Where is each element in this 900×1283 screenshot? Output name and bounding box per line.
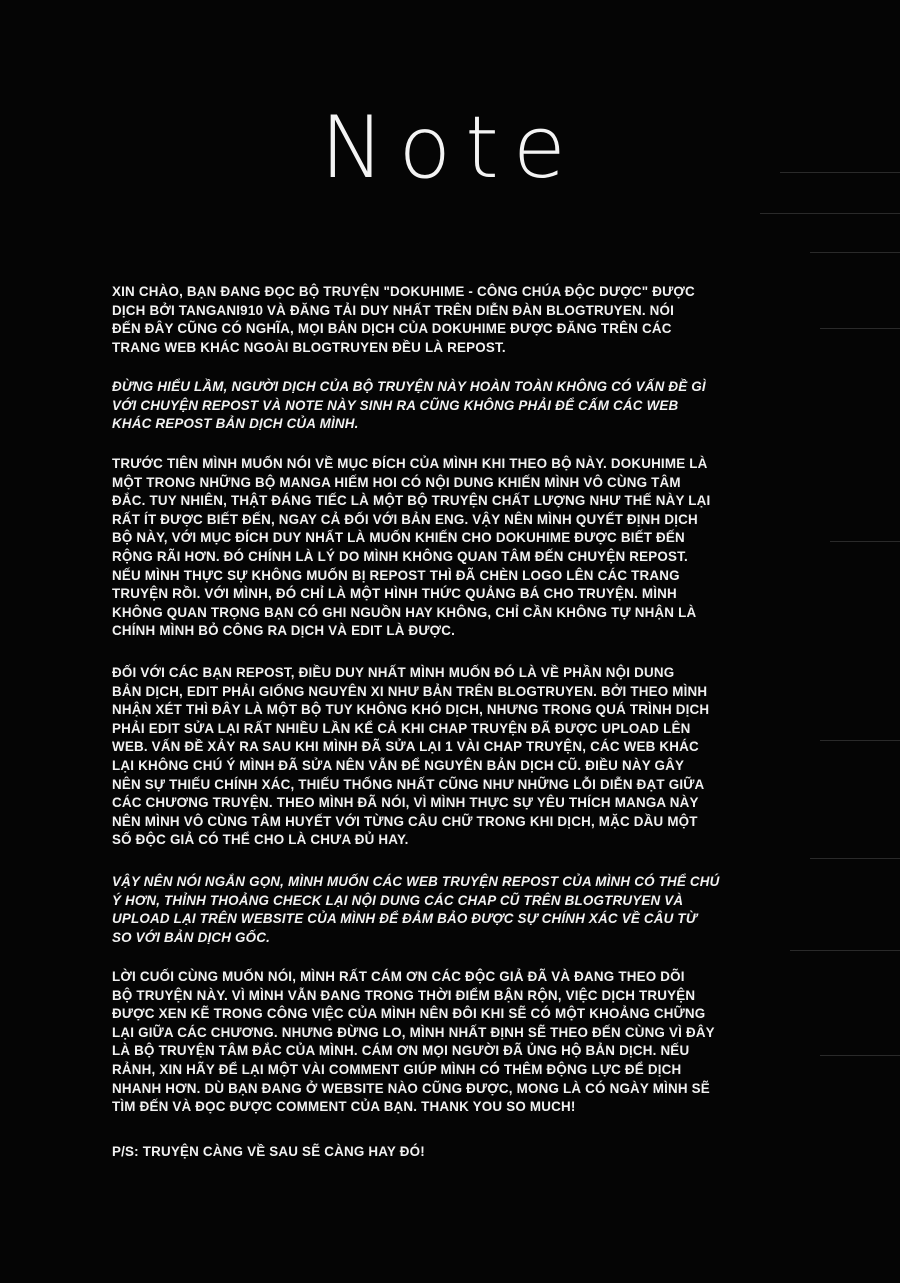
text-line: ĐẾN ĐÂY CŨNG CÓ NGHĨA, MỌI BẢN DỊCH CỦA DOKUHIME ĐƯỢC ĐĂNG TRÊN CÁC (112, 321, 672, 337)
text-line: VỚI CHUYỆN REPOST VÀ NOTE NÀY SINH RA CŨNG KHÔNG PHẢI ĐỂ CẤM CÁC WEB (112, 397, 679, 413)
divider (830, 541, 900, 542)
paragraph-purpose (112, 455, 812, 641)
text-line: BẢN DỊCH, EDIT PHẢI GIỐNG NGUYÊN XI NHƯ BẢN TRÊN BLOGTRUYEN. BỞI THEO MÌNH (112, 683, 708, 699)
divider (790, 950, 900, 951)
text-line: ĐỪNG HIỂU LẦM, NGƯỜI DỊCH CỦA BỘ TRUYỆN NÀY HOÀN TOÀN KHÔNG CÓ VẤN ĐỀ GÌ (112, 379, 706, 394)
text-line: TRUYỆN RỒI. VỚI MÌNH, ĐÓ CHỈ LÀ MỘT HÌNH THỨC QUẢNG BÁ CHO TRUYỆN. MÌNH (112, 586, 677, 602)
text-line: WEB. VẤN ĐỀ XẢY RA SAU KHI MÌNH ĐÃ SỬA LẠI 1 VÀI CHAP TRUYỆN, CÁC WEB KHÁC (112, 739, 699, 755)
paragraph-summary (112, 873, 812, 947)
divider (820, 1055, 900, 1056)
text-line: TRANG WEB KHÁC NGOÀI BLOGTRUYEN ĐỀU LÀ REPOST. (112, 339, 506, 355)
text-line: RẤT ÍT ĐƯỢC BIẾT ĐẾN, NGAY CẢ ĐỐI VỚI BẢN ENG. VẬY NÊN MÌNH QUYẾT ĐỊNH DỊCH (112, 511, 698, 527)
paragraph-reposters (112, 664, 812, 850)
text-line: PHẢI EDIT SỬA LẠI RẤT NHIỀU LẦN KỂ CẢ KHI CHAP TRUYỆN ĐÃ ĐƯỢC UPLOAD LÊN (112, 720, 691, 736)
text-line: MỘT TRONG NHỮNG BỘ MANGA HIẾM HOI CÓ NỘI DUNG KHIẾN MÌNH VÔ CÙNG TÂM (112, 474, 681, 490)
text-line: XIN CHÀO, BẠN ĐANG ĐỌC BỘ TRUYỆN "DOKUHIME - CÔNG CHÚA ĐỘC DƯỢC" ĐƯỢC (112, 284, 695, 299)
text-line: TRƯỚC TIÊN MÌNH MUỐN NÓI VỀ MỤC ĐÍCH CỦA MÌNH KHI THEO BỘ NÀY. DOKUHIME LÀ (112, 456, 708, 471)
text-line: ĐẮC. TUY NHIÊN, THẬT ĐÁNG TIẾC LÀ MỘT BỘ TRUYỆN CHẤT LƯỢNG NHƯ THẾ NÀY LẠI (112, 493, 711, 509)
text-line: NHẬN XÉT THÌ ĐÂY LÀ MỘT BỘ TUY KHÔNG KHÓ DỊCH, NHƯNG TRONG QUÁ TRÌNH DỊCH (112, 702, 710, 718)
text-line: SỐ ĐỘC GIẢ CÓ THỂ CHO LÀ CHƯA ĐỦ HAY. (112, 832, 409, 848)
divider (820, 740, 900, 741)
text-line: TÌM ĐẾN VÀ ĐỌC ĐƯỢC COMMENT CỦA BẠN. THANK YOU SO MUCH! (112, 1099, 576, 1115)
paragraph-thanks (112, 968, 812, 1117)
text-line: RỘNG RÃI HƠN. ĐÓ CHÍNH LÀ LÝ DO MÌNH KHÔNG QUAN TÂM ĐẾN CHUYỆN REPOST. (112, 548, 688, 564)
divider (810, 252, 900, 253)
text-line: LẠI KHÔNG CHÚ Ý MÌNH ĐÃ SỬA NÊN VẪN ĐỂ NGUYÊN BẢN DỊCH CŨ. ĐIỀU NÀY GÂY (112, 757, 685, 773)
paragraph-misunderstanding (112, 378, 812, 434)
text-line: UPLOAD LẠI TRÊN WEBSITE CỦA MÌNH ĐỂ ĐẢM BẢO ĐƯỢC SỰ CHÍNH XÁC VỀ CÂU TỪ (112, 911, 697, 927)
text-line: NẾU MÌNH THỰC SỰ KHÔNG MUỐN BỊ REPOST THÌ ĐÃ CHÈN LOGO LÊN CÁC TRANG (112, 567, 680, 583)
text-line: LỜI CUỐI CÙNG MUỐN NÓI, MÌNH RẤT CÁM ƠN CÁC ĐỘC GIẢ ĐÃ VÀ ĐANG THEO DÕI (112, 969, 685, 984)
divider (820, 328, 900, 329)
text-line: Ý HƠN, THỈNH THOẢNG CHECK LẠI NỘI DUNG CÁC CHAP CŨ TRÊN BLOGTRUYEN VÀ (112, 892, 684, 908)
text-line: SO VỚI BẢN DỊCH GỐC. (112, 929, 271, 945)
divider (810, 858, 900, 859)
text-line: NÊN SỰ THIẾU CHÍNH XÁC, THIẾU THỐNG NHẤT CŨNG NHƯ NHỮNG LỖI DIỄN ĐẠT GIỮA (112, 776, 705, 792)
text-line: NHANH HƠN. DÙ BẠN ĐANG Ở WEBSITE NÀO CŨNG ĐƯỢC, MONG LÀ CÓ NGÀY MÌNH SẼ (112, 1080, 710, 1096)
text-line: KHÁC REPOST BẢN DỊCH CỦA MÌNH. (112, 416, 359, 432)
text-line: LẠI GIỮA CÁC CHƯƠNG. NHƯNG ĐỪNG LO, MÌNH NHẤT ĐỊNH SẼ THEO ĐẾN CÙNG VÌ ĐÂY (112, 1024, 715, 1040)
text-line: BỘ TRUYỆN NÀY. VÌ MÌNH VẪN ĐANG TRONG THỜI ĐIỂM BẬN RỘN, VIỆC DỊCH TRUYỆN (112, 987, 696, 1003)
page-title: Note (320, 98, 580, 198)
text-line: DỊCH BỞI TANGANI910 VÀ ĐĂNG TẢI DUY NHẤT TRÊN DIỄN ĐÀN BLOGTRUYEN. NÓI (112, 302, 675, 318)
text-line: VẬY NÊN NÓI NGẮN GỌN, MÌNH MUỐN CÁC WEB TRUYỆN REPOST CỦA MÌNH CÓ THỂ CHÚ (112, 874, 720, 889)
text-line: KHÔNG QUAN TRỌNG BẠN CÓ GHI NGUỒN HAY KHÔNG, CHỈ CẦN KHÔNG TỰ NHẬN LÀ (112, 604, 697, 620)
text-line: NÊN MÌNH VÔ CÙNG TÂM HUYẾT VỚI TỪNG CÂU CHỮ TRONG KHI DỊCH, MẶC DẦU MỘT (112, 813, 698, 829)
paragraph-intro (112, 283, 812, 357)
text-line: LÀ BỘ TRUYỆN TÂM ĐẮC CỦA MÌNH. CÁM ƠN MỌI NGƯỜI ĐÃ ỦNG HỘ BẢN DỊCH. NẾU (112, 1043, 690, 1059)
divider (760, 213, 900, 214)
text-line: P/S: TRUYỆN CÀNG VỀ SAU SẼ CÀNG HAY ĐÓ! (112, 1144, 425, 1159)
text-line: BỘ NÀY, VỚI MỤC ĐÍCH DUY NHẤT LÀ MUỐN KHIẾN CHO DOKUHIME ĐƯỢC BIẾT ĐẾN (112, 530, 685, 546)
text-line: ĐƯỢC XEN KẼ TRONG CÔNG VIỆC CỦA MÌNH NÊN ĐÔI KHI SẼ CÓ MỘT KHOẢNG CHỮNG (112, 1006, 706, 1022)
text-line: CHÍNH MÌNH BỎ CÔNG RA DỊCH VÀ EDIT LÀ ĐƯỢC. (112, 623, 456, 639)
paragraph-postscript (112, 1143, 812, 1162)
text-line: CÁC CHƯƠNG TRUYỆN. THEO MÌNH ĐÃ NÓI, VÌ MÌNH THỰC SỰ YÊU THÍCH MANGA NÀY (112, 795, 699, 811)
text-line: ĐỐI VỚI CÁC BẠN REPOST, ĐIỀU DUY NHẤT MÌNH MUỐN ĐÓ LÀ VỀ PHẦN NỘI DUNG (112, 665, 675, 680)
text-line: RẢNH, XIN HÃY ĐỂ LẠI MỘT VÀI COMMENT GIÚP MÌNH CÓ THÊM ĐỘNG LỰC ĐỂ DỊCH (112, 1061, 682, 1077)
